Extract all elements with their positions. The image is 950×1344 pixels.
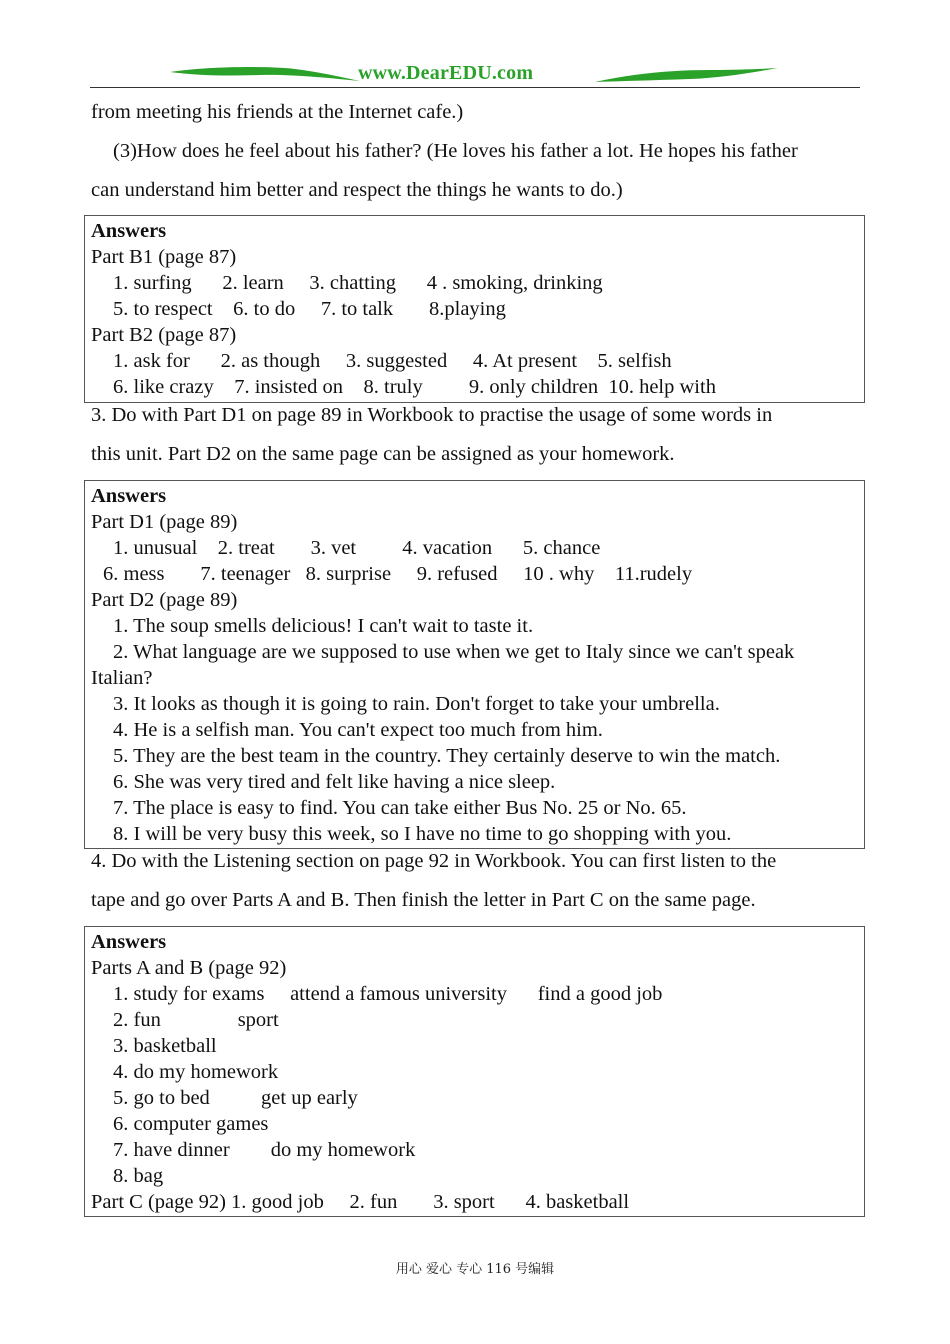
answer-row: 1. ask for 2. as though 3. suggested 4. At present 5. selfish bbox=[113, 350, 672, 372]
intro-paragraph bbox=[91, 93, 861, 210]
sentence-item: 3. It looks as though it is going to rain. Don't forget to take your umbrella. bbox=[113, 693, 720, 715]
step-3-line: this unit. Part D2 on the same page can be assigned as your homework. bbox=[91, 443, 675, 465]
answer-row: 2. fun sport bbox=[113, 1009, 279, 1031]
answer-row: 5. go to bed get up early bbox=[113, 1087, 358, 1109]
answer-row: 6. like crazy 7. insisted on 8. truly 9. only children 10. help with bbox=[113, 376, 716, 398]
answers-title: Answers bbox=[91, 220, 167, 242]
step-4-line: 4. Do with the Listening section on page 92 in Workbook. You can first listen to the bbox=[91, 850, 777, 872]
part-c-answers: Part C (page 92) 1. good job 2. fun 3. sport 4. basketball bbox=[91, 1191, 630, 1213]
right-swoosh bbox=[595, 68, 778, 82]
sentence-item: 8. I will be very busy this week, so I have no time to go shopping with you. bbox=[113, 823, 732, 845]
sentence-item: 6. She was very tired and felt like having a nice sleep. bbox=[113, 771, 556, 793]
step-3-line: 3. Do with Part D1 on page 89 in Workbook to practise the usage of some words in bbox=[91, 404, 773, 426]
answer-box-part-d bbox=[84, 480, 865, 849]
answer-row: 1. unusual 2. treat 3. vet 4. vacation 5. chance bbox=[113, 537, 601, 559]
left-swoosh bbox=[170, 67, 360, 81]
answer-row: 6. computer games bbox=[113, 1113, 269, 1135]
sentence-item: 2. What language are we supposed to use when we get to Italy since we can't speak bbox=[113, 641, 795, 663]
answer-row: 4. do my homework bbox=[113, 1061, 279, 1083]
step-3-paragraph bbox=[91, 396, 861, 474]
page-footer: 用心 爱心 专心 116 号编辑 bbox=[395, 1262, 555, 1277]
answer-row: 1. study for exams attend a famous university find a good job bbox=[113, 983, 663, 1005]
sentence-item: 1. The soup smells delicious! I can't wait to taste it. bbox=[113, 615, 534, 637]
answer-row: 7. have dinner do my homework bbox=[113, 1139, 416, 1161]
part-heading: Part D1 (page 89) bbox=[91, 511, 238, 533]
question-3-line: can understand him better and respect the things he wants to do.) bbox=[91, 179, 623, 201]
sentence-item: 7. The place is easy to find. You can take either Bus No. 25 or No. 65. bbox=[113, 797, 687, 819]
part-heading: Part D2 (page 89) bbox=[91, 589, 238, 611]
part-heading: Part B2 (page 87) bbox=[91, 324, 237, 346]
answers-title: Answers bbox=[91, 931, 167, 953]
answers-title: Answers bbox=[91, 485, 167, 507]
page-header bbox=[90, 60, 860, 90]
logo-text: www.DearEDU.com bbox=[358, 62, 534, 84]
answer-row: 1. surfing 2. learn 3. chatting 4 . smoking, drinking bbox=[113, 272, 603, 294]
answer-box-part-b bbox=[84, 215, 865, 403]
answer-row: 8. bag bbox=[113, 1165, 164, 1187]
answer-row: 3. basketball bbox=[113, 1035, 217, 1057]
answer-row: 5. to respect 6. to do 7. to talk 8.playing bbox=[113, 298, 506, 320]
part-heading: Parts A and B (page 92) bbox=[91, 957, 287, 979]
answer-row: 6. mess 7. teenager 8. surprise 9. refused 10 . why 11.rudely bbox=[103, 563, 693, 585]
sentence-item-continuation: Italian? bbox=[91, 667, 153, 689]
sentence-item: 4. He is a selfish man. You can't expect too much from him. bbox=[113, 719, 603, 741]
step-4-line: tape and go over Parts A and B. Then finish the letter in Part C on the same page. bbox=[91, 889, 756, 911]
step-4-paragraph bbox=[91, 842, 861, 920]
answer-box-listening bbox=[84, 926, 865, 1217]
header-rule bbox=[90, 87, 860, 88]
part-heading: Part B1 (page 87) bbox=[91, 246, 237, 268]
question-3-line: (3)How does he feel about his father? (He loves his father a lot. He hopes his father bbox=[113, 140, 798, 162]
sentence-item: 5. They are the best team in the country. They certainly deserve to win the match. bbox=[113, 745, 781, 767]
intro-line: from meeting his friends at the Internet cafe.) bbox=[91, 101, 464, 123]
